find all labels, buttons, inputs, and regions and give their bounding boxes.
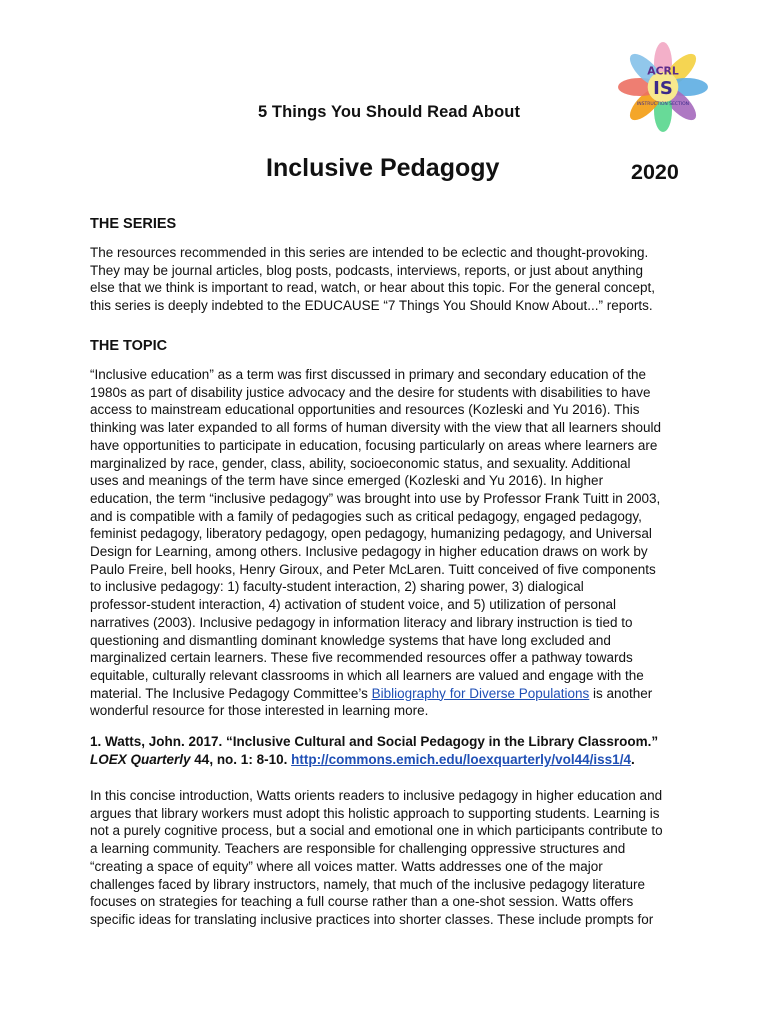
logo-text-acrl: ACRL <box>647 64 679 78</box>
topic-line-before-link: material. The Inclusive Pedagogy Committee’s <box>90 685 372 701</box>
topic-line: “Inclusive education” as a term was first discussed in primary and secondary education of the <box>90 367 647 382</box>
series-heading: THE SERIES <box>90 216 177 232</box>
topic-line: thinking was later expanded to all forms of human diversity with the view that all learners should <box>90 420 662 436</box>
item1-line: specific ideas for translating inclusive practices into shorter classes. These include prompts for <box>90 911 654 927</box>
item1-line: challenges faced by library instructors, namely, that much of the inclusive pedagogy literature <box>90 876 646 892</box>
topic-line: to inclusive pedagogy: 1) faculty-student interaction, 2) sharing power, 3) dialogical <box>90 579 584 595</box>
item1-line: a learning community. Teachers are responsible for challenging oppressive structures and <box>90 841 626 857</box>
topic-line: wonderful resource for those interested in learning more. <box>90 703 429 719</box>
series-line: this series is deeply indebted to the EDUCAUSE “7 Things You Should Know About...” reports. <box>90 298 653 314</box>
item1-line: In this concise introduction, Watts orients readers to inclusive pedagogy in higher education and <box>90 788 663 803</box>
item1-line: argues that library workers must adopt this holistic approach to supporting students. Learning is <box>90 805 660 821</box>
item1-journal: LOEX Quarterly <box>90 751 191 767</box>
series-line: else that we think is important to read, watch, or hear about this topic. For the general concept, <box>90 280 656 296</box>
topic-line: Design for Learning, among others. Inclusive pedagogy in higher education draws on work by <box>90 544 648 560</box>
topic-line-with-link <box>90 685 690 703</box>
topic-line: feminist pedagogy, liberatory pedagogy, open pedagogy, humanizing pedagogy, and Universal <box>90 526 652 542</box>
item1-url-suffix: . <box>630 751 635 767</box>
item1-citation-source <box>90 751 690 769</box>
topic-line: narratives (2003). Inclusive pedagogy in information literacy and library instruction is tied to <box>90 614 633 630</box>
topic-line: professor-student interaction, 4) activation of student voice, and 5) utilization of personal <box>90 597 617 613</box>
document-subtitle: 5 Things You Should Read About <box>257 103 521 121</box>
topic-line: have opportunities to participate in education, focusing particularly on areas where learners are <box>90 437 658 453</box>
item1-line: focuses on strategies for teaching a full course rather than a one-shot session. Watts offers <box>90 894 634 910</box>
topic-line-after-link: is another <box>589 685 653 701</box>
topic-line: education, the term “inclusive pedagogy” was brought into use by Professor Frank Tuitt in 2003, <box>90 490 661 506</box>
topic-line: marginalized certain learners. These five recommended resources offer a pathway towards <box>90 650 633 666</box>
item1-paragraph <box>90 787 690 929</box>
series-paragraph <box>90 244 690 315</box>
topic-line: Paulo Freire, bell hooks, Henry Giroux, and Peter McLaren. Tuitt conceived of five components <box>90 561 656 577</box>
item1-line: “creating a space of equity” where all voices matter. Watts addresses one of the major <box>90 858 603 874</box>
item1-line: not a purely cognitive process, but a social and emotional one in which participants contribute to <box>90 823 663 839</box>
topic-paragraph <box>90 366 690 720</box>
topic-line: access to mainstream educational opportunities and resources (Kozleski and Yu 2016). This <box>90 402 640 418</box>
series-line: They may be journal articles, blog posts, podcasts, interviews, reports, or just about anything <box>90 262 644 278</box>
topic-line: questioning and dismantling dominant knowledge systems that have long excluded and <box>90 632 611 648</box>
topic-heading: THE TOPIC <box>90 338 168 354</box>
topic-line: equitable, culturally relevant classrooms in which all learners are valued and engage with the <box>90 667 644 683</box>
topic-line: 1980s as part of disability justice advocacy and the desire for students with disabilities to have <box>90 384 651 400</box>
item1-citation-title: 1. Watts, John. 2017. “Inclusive Cultural and Social Pedagogy in the Library Classroom.” <box>90 734 659 749</box>
topic-line: and is compatible with a family of pedagogies such as critical pedagogy, engaged pedagogy, <box>90 508 642 524</box>
document-year: 2020 <box>631 160 679 184</box>
logo-text-is: IS <box>653 78 673 100</box>
item1-details: 44, no. 1: 8-10. <box>190 751 292 767</box>
item1-url-link[interactable]: http://commons.emich.edu/loexquarterly/vol44/iss1/4 <box>291 751 631 767</box>
series-line: The resources recommended in this series are intended to be eclectic and thought-provoking. <box>90 245 649 260</box>
document-title: Inclusive Pedagogy <box>266 154 500 182</box>
bibliography-link[interactable]: Bibliography for Diverse Populations <box>371 685 590 701</box>
logo-text-instruction-section: INSTRUCTION SECTION <box>636 102 690 108</box>
topic-line: uses and meanings of the term have since emerged (Kozleski and Yu 2016). In higher <box>90 473 604 489</box>
topic-line: marginalized by race, gender, class, ability, socioeconomic status, and sexuality. Additional <box>90 455 631 471</box>
item1-citation <box>90 733 690 768</box>
